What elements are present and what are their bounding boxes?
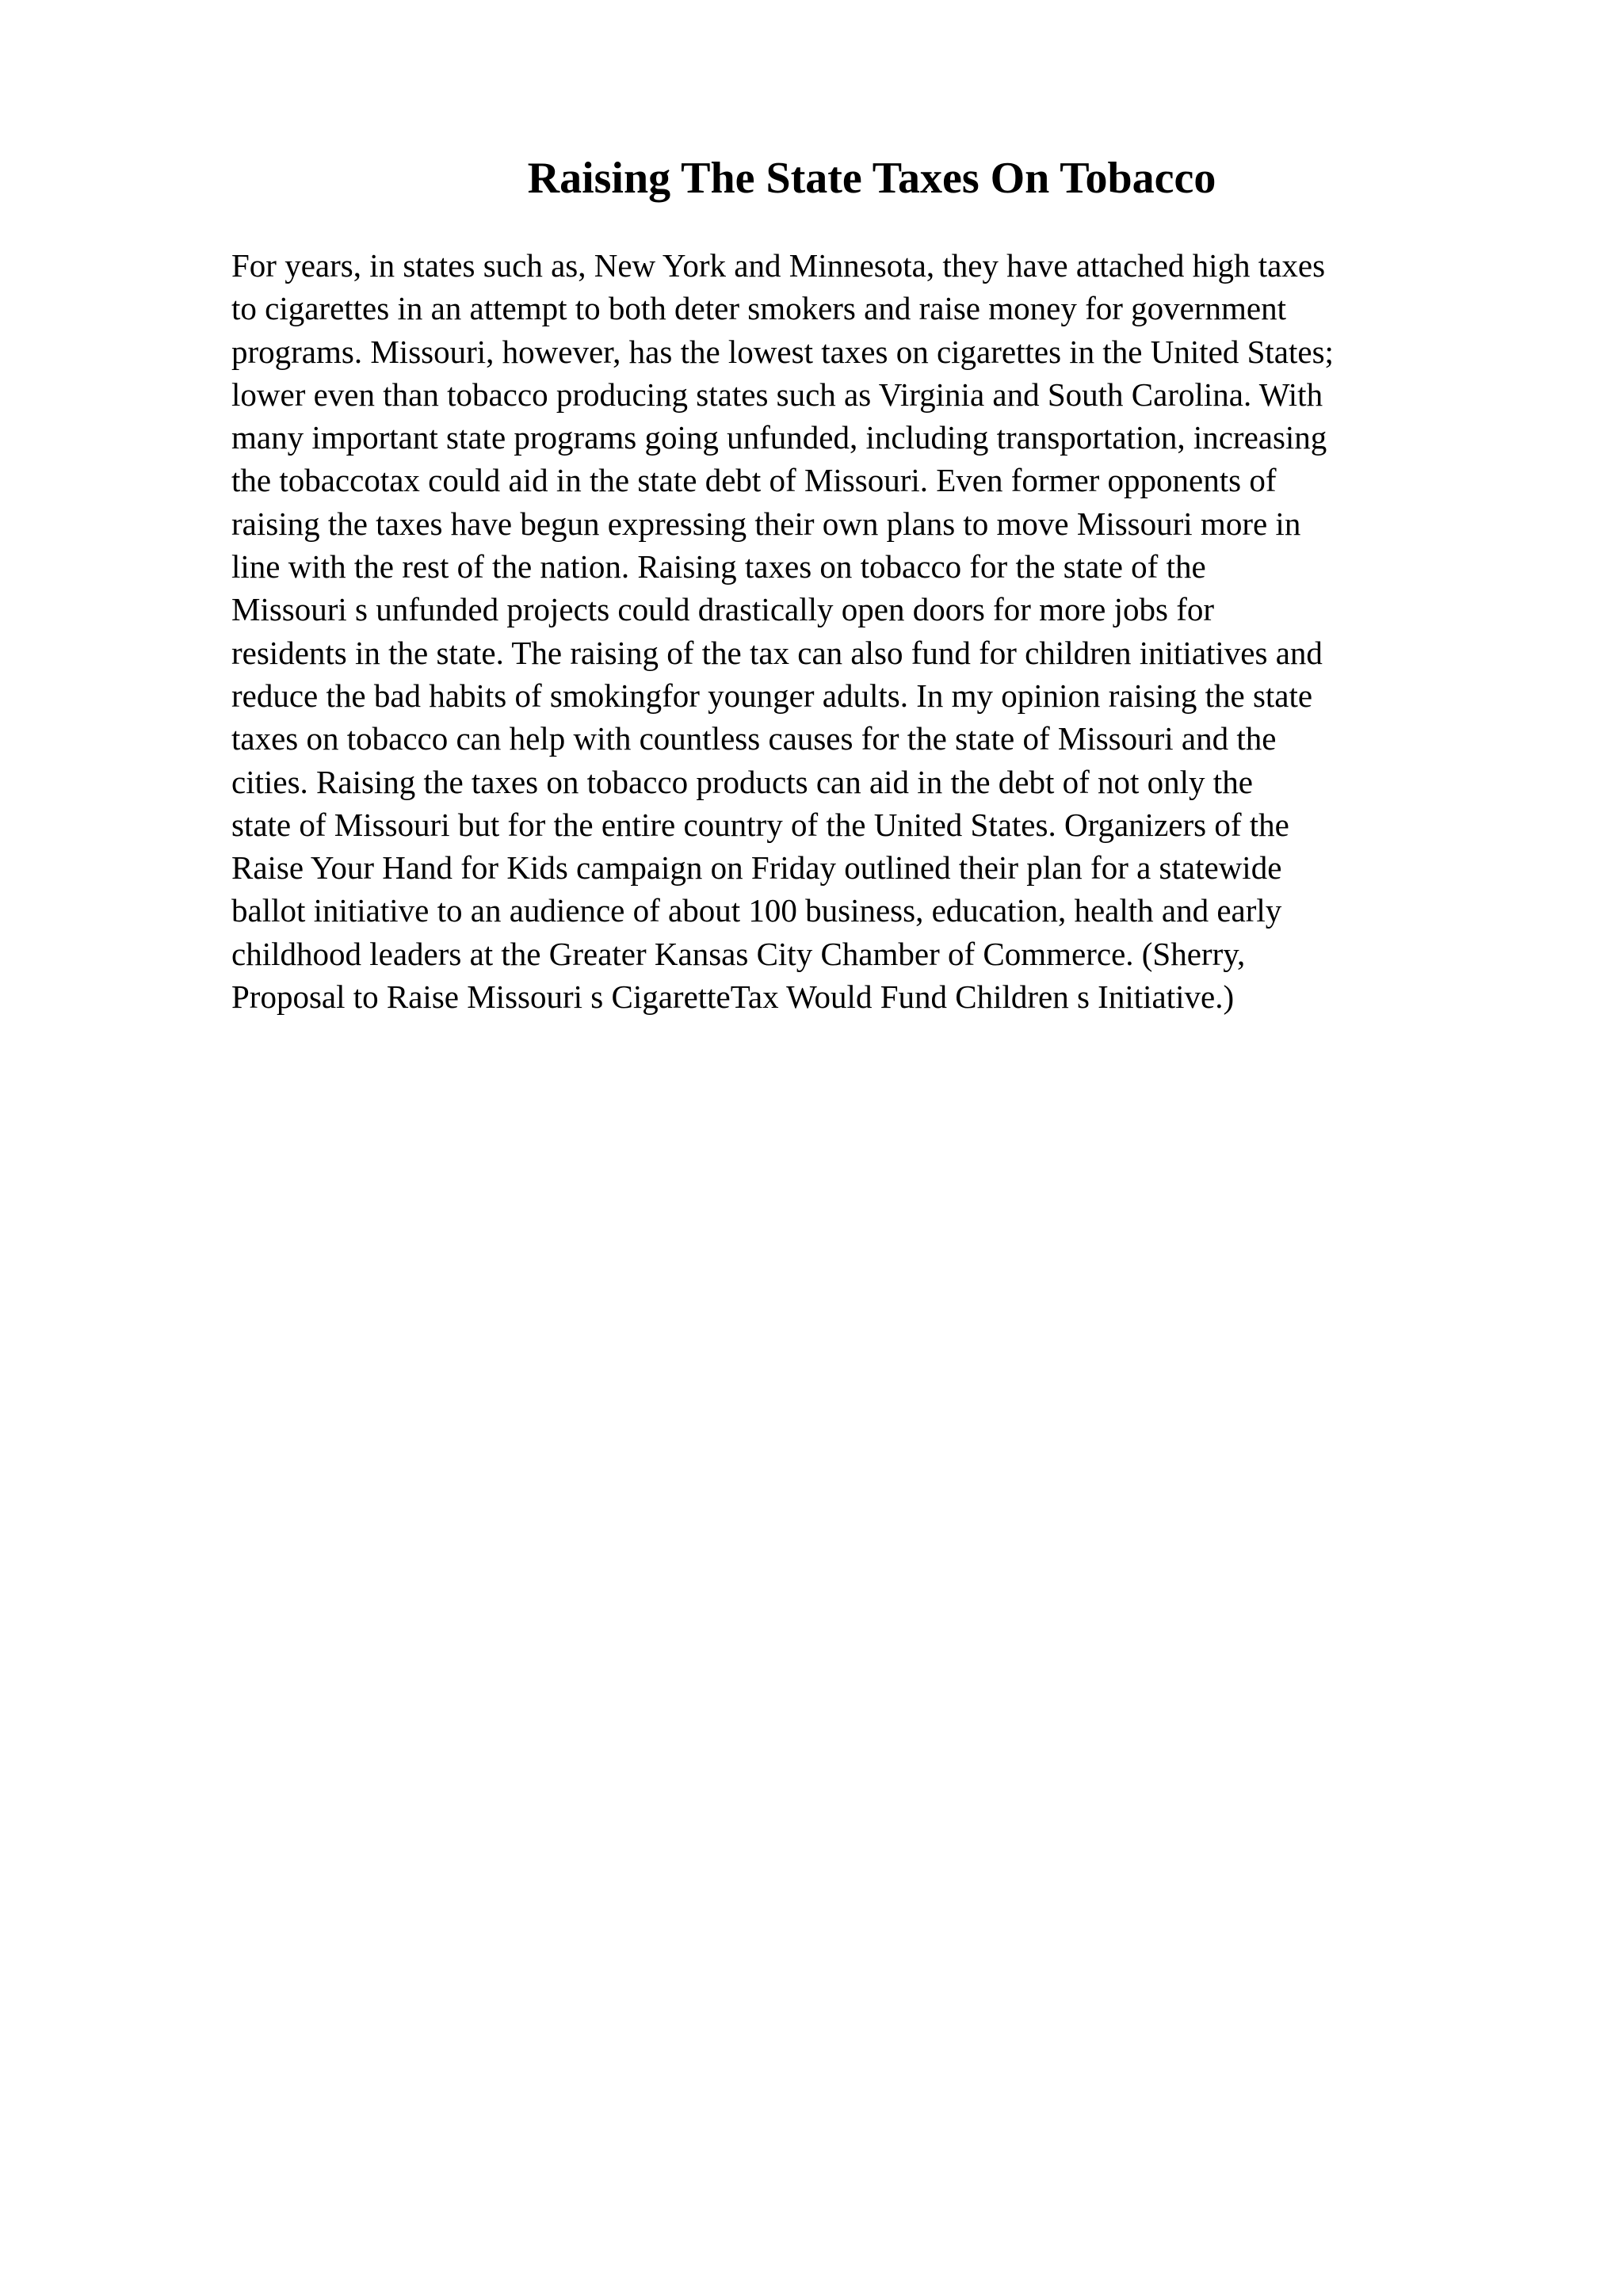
body-line: residents in the state. The raising of the tax can also fund for children initiatives and [231, 634, 1323, 671]
body-line: the tobaccotax could aid in the state debt of Missouri. Even former opponents of [231, 462, 1277, 499]
body-line: childhood leaders at the Greater Kansas City Chamber of Commerce. (Sherry, [231, 935, 1246, 972]
body-line: raising the taxes have begun expressing their own plans to move Missouri more in [231, 505, 1301, 542]
body-line: lower even than tobacco producing states such as Virginia and South Carolina. With [231, 376, 1323, 413]
body-line: cities. Raising the taxes on tobacco products can aid in the debt of not only the [231, 763, 1253, 800]
document-title: Raising The State Taxes On Tobacco [527, 154, 1216, 203]
body-line: For years, in states such as, New York and Minnesota, they have attached high taxes [231, 247, 1326, 284]
body-line: Missouri s unfunded projects could drastically open doors for more jobs for [231, 591, 1215, 628]
body-line: reduce the bad habits of smokingfor younger adults. In my opinion raising the state [231, 677, 1313, 714]
body-line: taxes on tobacco can help with countless causes for the state of Missouri and the [231, 720, 1277, 757]
body-line: Proposal to Raise Missouri s CigaretteTax Would Fund Children s Initiative.) [231, 978, 1235, 1016]
body-line: programs. Missouri, however, has the lowest taxes on cigarettes in the United States; [231, 333, 1334, 370]
body-line: Raise Your Hand for Kids campaign on Friday outlined their plan for a statewide [231, 849, 1282, 887]
body-line: to cigarettes in an attempt to both deter smokers and raise money for government [231, 290, 1286, 327]
body-line: many important state programs going unfunded, including transportation, increasing [231, 419, 1327, 456]
body-line: ballot initiative to an audience of about 100 business, education, health and early [231, 892, 1282, 929]
body-line: state of Missouri but for the entire country of the United States. Organizers of the [231, 806, 1289, 843]
body-line: line with the rest of the nation. Raising taxes on tobacco for the state of the [231, 548, 1206, 585]
document-body [231, 244, 1515, 1018]
